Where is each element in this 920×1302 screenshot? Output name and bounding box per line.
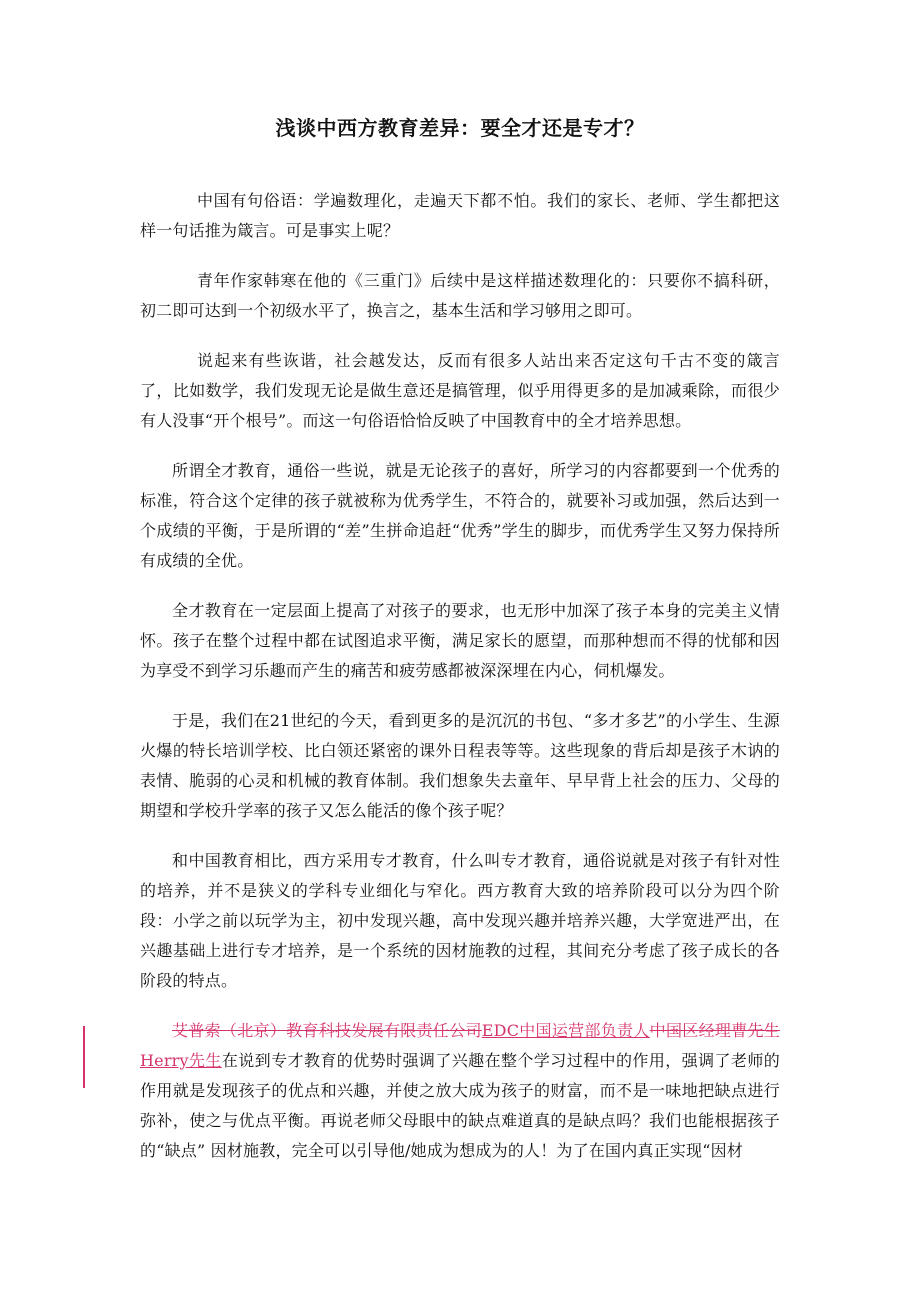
paragraph-3: 说起来有些诙谐，社会越发达，反而有很多人站出来否定这句千古不变的箴言了，比如数学，我们发现无论是做生意还是搞管理，似乎用得更多的是加减乘除，而很少有人没事“开个根号”。而这一句俗语恰恰反映了中国教育中的全才培养思想。	[140, 351, 780, 430]
paragraph-8-tracked	[140, 1016, 780, 1166]
paragraph-6: 于是，我们在21世纪的今天，看到更多的是沉沉的书包、“多才多艺”的小学生、生源火爆的特长培训学校、比白领还紧密的课外日程表等等。这些现象的背后却是孩子木讷的表情、脆弱的心灵和机械的教育体制。我们想象失去童年、早早背上社会的压力、父母的期望和学校升学率的孩子又怎么能活的像个孩子呢？	[140, 711, 780, 820]
page-title: 浅谈中西方教育差异：要全才还是专才？	[275, 116, 645, 140]
tracked-deletion-company: 艾普索（北京）教育科技发展有限责任公司	[172, 1021, 482, 1040]
tracked-insertion-title: EDC中国运营部负责人	[481, 1021, 650, 1040]
document-body	[140, 186, 780, 1186]
paragraph-8-text: 在说到专才教育的优势时强调了兴趣在整个学习过程中的作用，强调了老师的作用就是发现孩子的优点和兴趣，并使之放大成为孩子的财富，而不是一味地把缺点进行弥补，使之与优点平衡。再说老师父母眼中的缺点难道真的是缺点吗？我们也能根据孩子的“缺点” 因材施教，完全可以引导他/她成为想成为的人！为了在国内真正实现“因材	[140, 1051, 780, 1160]
paragraph-4: 所谓全才教育，通俗一些说，就是无论孩子的喜好，所学习的内容都要到一个优秀的标准，符合这个定律的孩子就被称为优秀学生，不符合的，就要补习或加强，然后达到一个成绩的平衡，于是所谓的“差”生拼命追赶“优秀”学生的脚步，而优秀学生又努力保持所有成绩的全优。	[140, 461, 780, 570]
revision-change-bar	[83, 1026, 85, 1088]
tracked-insertion-name: Herry先生	[140, 1051, 222, 1070]
paragraph-7: 和中国教育相比，西方采用专才教育，什么叫专才教育，通俗说就是对孩子有针对性的培养，并不是狭义的学科专业细化与窄化。西方教育大致的培养阶段可以分为四个阶段：小学之前以玩学为主，初中发现兴趣，高中发现兴趣并培养兴趣，大学宽进严出，在兴趣基础上进行专才培养，是一个系统的因材施教的过程，其间充分考虑了孩子成长的各阶段的特点。	[140, 851, 780, 990]
paragraph-2: 青年作家韩寒在他的《三重门》后续中是这样描述数理化的：只要你不搞科研，初二即可达到一个初级水平了，换言之，基本生活和学习够用之即可。	[140, 271, 780, 320]
paragraph-5: 全才教育在一定层面上提高了对孩子的要求，也无形中加深了孩子本身的完美主义情怀。孩子在整个过程中都在试图追求平衡，满足家长的愿望，而那种想而不得的忧郁和因为享受不到学习乐趣而产生的痛苦和疲劳感都被深深埋在内心，伺机爆发。	[140, 601, 780, 680]
paragraph-1: 中国有句俗语：学遍数理化，走遍天下都不怕。我们的家长、老师、学生都把这样一句话推为箴言。可是事实上呢？	[140, 191, 780, 240]
tracked-deletion-manager: 中国区经理曹先生	[649, 1021, 780, 1040]
